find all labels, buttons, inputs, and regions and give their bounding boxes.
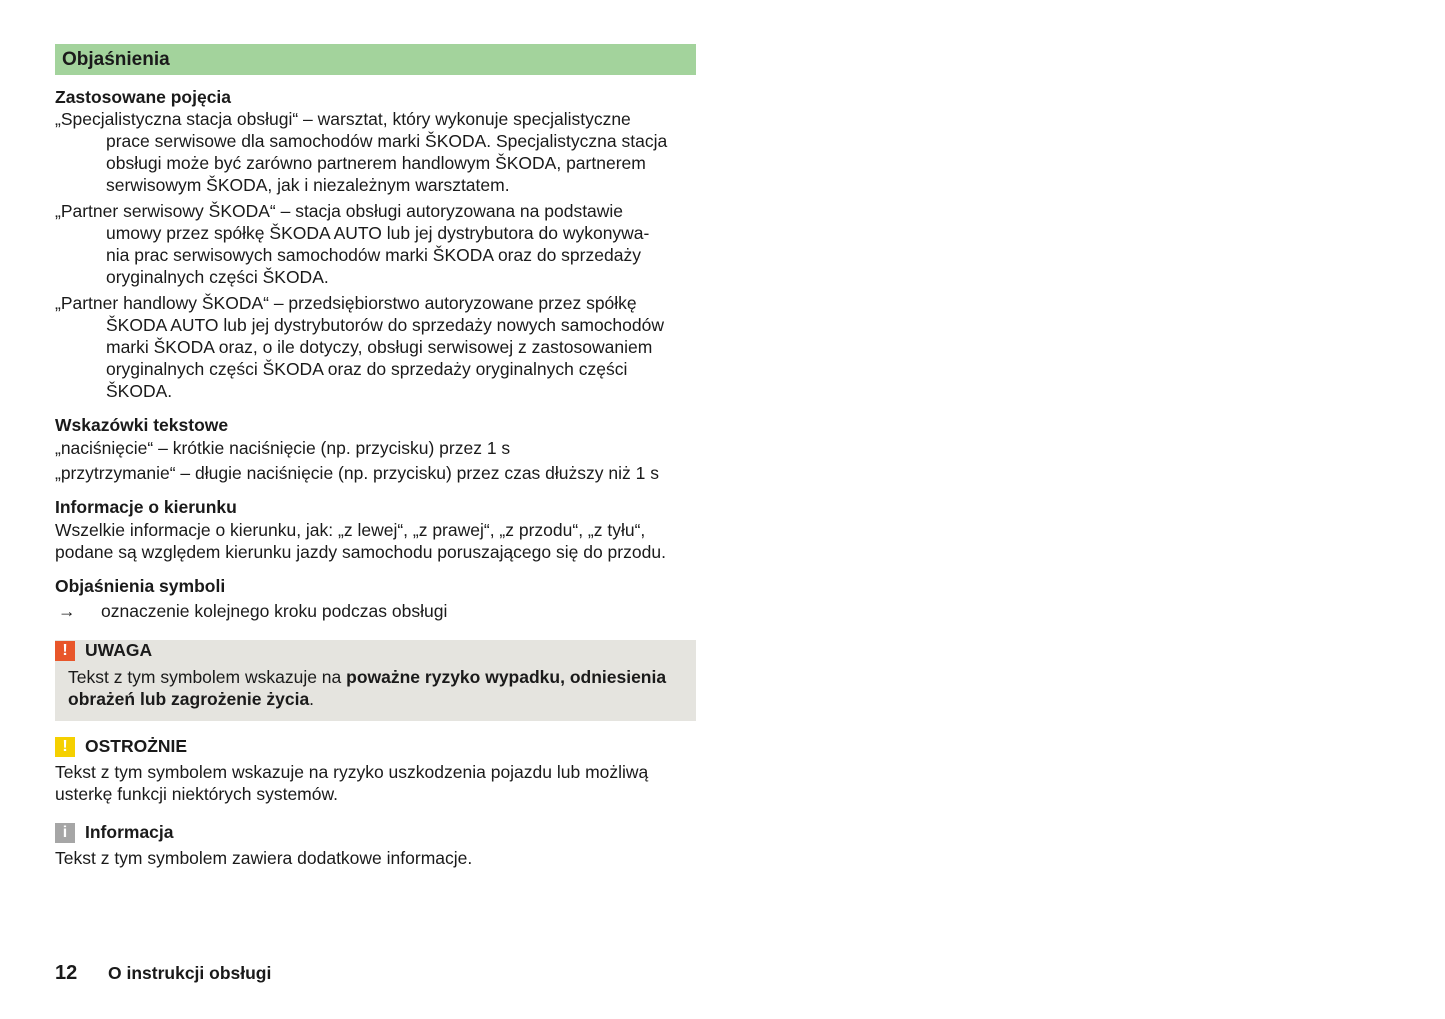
- text-line: prace serwisowe dla samochodów marki ŠKODA. Specjalistyczna stacja: [106, 131, 668, 151]
- exclamation-icon: !: [55, 737, 75, 757]
- text-line: „Partner serwisowy ŠKODA“ – stacja obsługi autoryzowana na podstawie: [55, 201, 624, 221]
- text-line: Wszelkie informacje o kierunku, jak: „z lewej“, „z prawej“, „z przodu“, „z tyłu“,: [55, 520, 646, 540]
- terms-heading: Zastosowane pojęcia: [55, 87, 232, 107]
- text-line: oryginalnych części ŠKODA oraz do sprzedaży oryginalnych części: [106, 359, 628, 379]
- warning-text-bold: obrażeń lub zagrożenie życia: [68, 689, 310, 709]
- text-hints-heading: Wskazówki tekstowe: [55, 415, 229, 435]
- warning-text-bold: poważne ryzyko wypadku, odniesienia: [346, 667, 667, 687]
- text-line: oryginalnych części ŠKODA.: [106, 267, 329, 287]
- term-definition: [55, 108, 700, 196]
- exclamation-icon: !: [55, 641, 75, 661]
- text-line: ŠKODA.: [106, 381, 173, 401]
- text-line: marki ŠKODA oraz, o ile dotyczy, obsługi serwisowej z zastosowaniem: [106, 337, 653, 357]
- chapter-title: O instrukcji obsługi: [108, 963, 272, 983]
- symbols-heading: Objaśnienia symboli: [55, 576, 226, 596]
- page-footer: [55, 961, 271, 985]
- direction-text: [55, 519, 700, 563]
- info-text: Tekst z tym symbolem zawiera dodatkowe informacje.: [55, 848, 473, 868]
- warning-text-normal: Tekst z tym symbolem wskazuje na: [68, 667, 347, 687]
- caution-title: OSTROŻNIE: [85, 736, 188, 756]
- arrow-right-icon: →: [58, 601, 76, 621]
- warning-text-normal: .: [309, 689, 315, 709]
- symbol-description: oznaczenie kolejnego kroku podczas obsługi: [101, 601, 448, 621]
- text-line: „Specjalistyczna stacja obsługi“ – warsztat, który wykonuje specjalistyczne: [55, 109, 631, 129]
- section-title: Objaśnienia: [62, 49, 170, 70]
- warning-title-row: [55, 639, 700, 661]
- text-line: ŠKODA AUTO lub jej dystrybutorów do sprzedaży nowych samochodów: [106, 315, 664, 335]
- info-icon: i: [55, 823, 75, 843]
- text-hint-item: „naciśnięcie“ – krótkie naciśnięcie (np. przycisku) przez 1 s: [55, 438, 511, 458]
- term-definition: [55, 200, 700, 288]
- text-hint-item: „przytrzymanie“ – długie naciśnięcie (np. przycisku) przez czas dłuższy niż 1 s: [55, 463, 659, 483]
- text-line: serwisowym ŠKODA, jak i niezależnym warsztatem.: [106, 175, 510, 195]
- info-title-row: [55, 821, 700, 843]
- page-number: 12: [55, 962, 78, 984]
- caution-title-row: [55, 735, 700, 757]
- text-line: Tekst z tym symbolem wskazuje na ryzyko uszkodzenia pojazdu lub możliwą: [55, 762, 649, 782]
- text-line: obsługi może być zarówno partnerem handlowym ŠKODA, partnerem: [106, 153, 646, 173]
- caution-text: [55, 761, 700, 805]
- text-line: podane są względem kierunku jazdy samochodu poruszającego się do przodu.: [55, 542, 666, 562]
- direction-heading: Informacje o kierunku: [55, 497, 237, 517]
- text-line: umowy przez spółkę ŠKODA AUTO lub jej dystrybutora do wykonywa-: [106, 223, 650, 243]
- warning-text: [68, 666, 693, 710]
- text-line: usterkę funkcji niektórych systemów.: [55, 784, 339, 804]
- symbol-item: [55, 600, 700, 622]
- warning-title: UWAGA: [85, 640, 153, 660]
- info-title: Informacja: [85, 822, 174, 842]
- section-header: [55, 44, 696, 75]
- term-definition: [55, 292, 700, 402]
- text-line: „Partner handlowy ŠKODA“ – przedsiębiorstwo autoryzowane przez spółkę: [55, 293, 637, 313]
- text-line: nia prac serwisowych samochodów marki ŠKODA oraz do sprzedaży: [106, 245, 641, 265]
